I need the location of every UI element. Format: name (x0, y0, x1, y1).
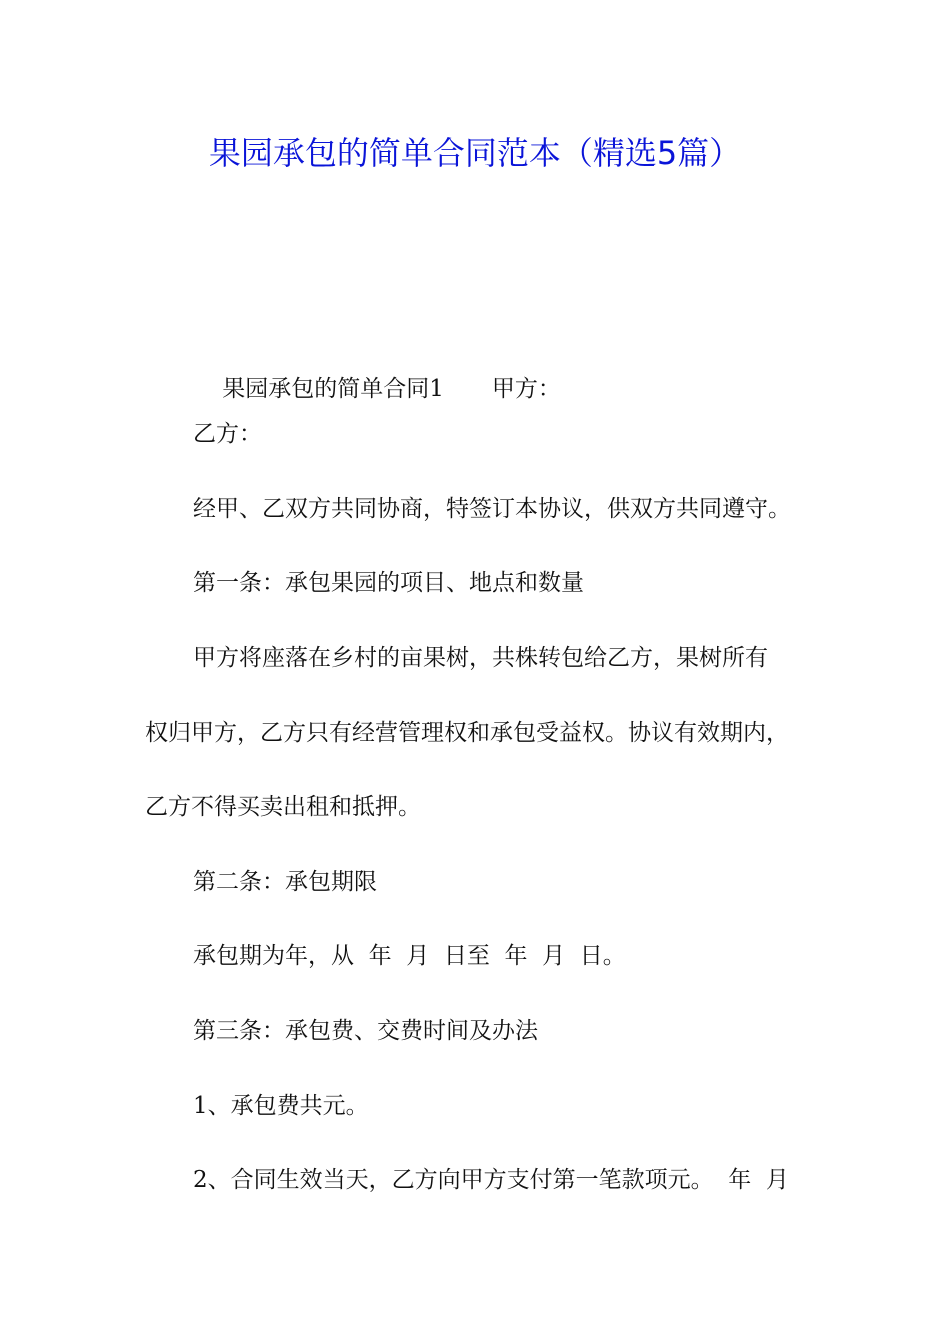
article-2-heading: 第二条：承包期限 (193, 869, 377, 895)
contract-heading-label: 果园承包的简单合同1 (222, 376, 444, 402)
list-item: 1、承包费共元。 (193, 1093, 369, 1119)
party-b-line: 乙方： (193, 421, 262, 447)
body-paragraph: 经甲、乙双方共同协商，特签订本协议，供双方共同遵守。 (193, 496, 791, 522)
article-1-heading: 第一条：承包果园的项目、地点和数量 (193, 570, 584, 596)
body-paragraph-continued: 权归甲方，乙方只有经营管理权和承包受益权。协议有效期内， (145, 720, 789, 746)
document-title: 果园承包的简单合同范本（精选5篇） (208, 134, 742, 172)
party-a-label: 甲方： (491, 376, 561, 402)
list-item: 2、合同生效当天，乙方向甲方支付第一笔款项元。 年 月 (193, 1167, 789, 1193)
body-paragraph-continued: 乙方不得买卖出租和抵押。 (145, 794, 421, 820)
body-paragraph: 甲方将座落在乡村的亩果树，共株转包给乙方，果树所有 (193, 645, 768, 671)
body-paragraph: 承包期为年，从 年 月 日至 年 月 日。 (193, 943, 626, 969)
article-3-heading: 第三条：承包费、交费时间及办法 (193, 1018, 538, 1044)
